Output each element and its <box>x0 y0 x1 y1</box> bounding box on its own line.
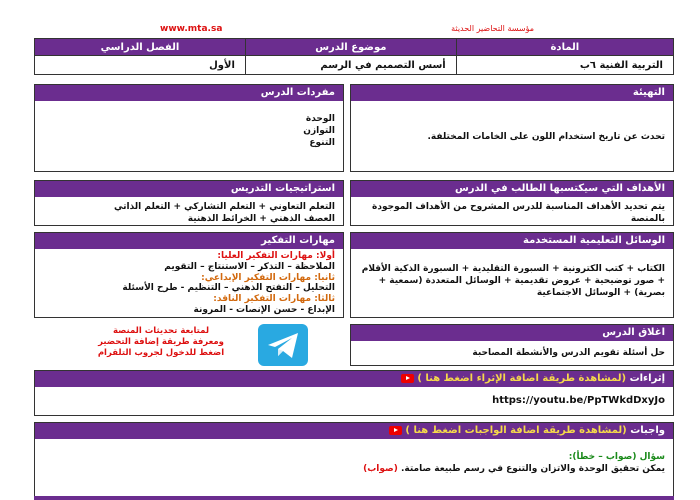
strategies-body <box>35 197 343 229</box>
question-answer: (صواب) <box>363 464 398 474</box>
closing-box <box>350 324 674 366</box>
homework-bar <box>35 423 673 439</box>
thinking-heading: أولا: مهارات التفكير العليا: <box>217 251 335 261</box>
vocab-item: التوازن <box>303 126 335 136</box>
enrichment-bar <box>35 371 673 387</box>
thinking-line: الإبداع - حسن الإنصات - المرونة <box>193 304 335 315</box>
semester-header: الفصل الدراسي <box>35 39 246 56</box>
site-url[interactable]: www.mta.sa <box>160 24 223 34</box>
thinking-heading: ثالثا: مهارات التفكير الناقد: <box>213 294 335 305</box>
lesson-info-table <box>34 38 674 75</box>
telegram-line: اضغط للدخول لجروب التلقرام <box>97 348 225 358</box>
strategies-box <box>34 180 344 226</box>
thinking-title: مهارات التفكير <box>35 233 343 249</box>
intro-text: تحدث عن تاريخ استخدام اللون على الخامات المختلفة. <box>427 132 665 142</box>
closing-text: حل أسئلة تقويم الدرس والأنشطة المصاحبة <box>472 348 665 358</box>
telegram-icon[interactable] <box>258 324 308 366</box>
strategies-line: التعلم التعاوني + التعلم التشاركي + التعلم الذاتي <box>114 202 335 212</box>
telegram-text[interactable] <box>76 326 246 359</box>
closing-title: اغلاق الدرس <box>351 325 673 341</box>
thinking-body <box>35 249 343 320</box>
enrichment-title: إثراءات <box>629 373 665 384</box>
vocab-list <box>35 101 343 153</box>
question-text: يمكن تحقيق الوحدة والاتزان والتنوع في رسم طبيعة صامتة. <box>400 464 665 474</box>
goals-title: الأهداف التي سيكتسبها الطالب في الدرس <box>351 181 673 197</box>
thinking-heading: ثانيا: مهارات التفكير الإبداعي: <box>201 272 335 283</box>
bottom-bar-edge <box>34 496 674 500</box>
thinking-line: التحليل – التفتح الذهني – التنظيم - طرح الأسئلة <box>122 283 335 294</box>
aids-box <box>350 232 674 318</box>
goals-box <box>350 180 674 226</box>
topic-header: موضوع الدرس <box>245 39 456 56</box>
vocab-item: الوحدة <box>305 114 335 124</box>
question-line <box>43 463 665 475</box>
vocab-title: مفردات الدرس <box>35 85 343 101</box>
topic-value: أسس التصميم في الرسم <box>245 56 456 75</box>
subject-value: التربية الفنية ٦ب <box>456 56 673 75</box>
goals-text: يتم تحديد الأهداف المناسبة للدرس المشروح من الأهداف الموجودة بالمنصة <box>372 202 665 224</box>
subject-header: المادة <box>456 39 673 56</box>
semester-value: الأول <box>35 56 246 75</box>
enrichment-hint[interactable]: (لمشاهدة طريقة اضافة الإثراء اضغط هنا ) <box>417 373 627 384</box>
enrichment-box <box>34 370 674 416</box>
intro-box <box>350 84 674 172</box>
thinking-box <box>34 232 344 318</box>
top-header <box>34 20 674 40</box>
telegram-line: لمتابعة تحديثات المنصة <box>112 326 210 336</box>
homework-body <box>35 439 673 479</box>
question-label: سؤال (صواب – خطأ): <box>568 452 665 462</box>
homework-title: واجبات <box>630 425 665 436</box>
vocab-box <box>34 84 344 172</box>
strategies-line: العصف الذهني + الخرائط الذهنية <box>187 214 335 224</box>
thinking-line: الملاحظة – التذكر – الاستنتاج – التقويم <box>164 261 335 272</box>
telegram-line: ومعرفة طريقة إضافة التحضير <box>98 337 224 347</box>
org-name: مؤسسة التحاضير الحديثة <box>451 24 534 33</box>
vocab-item: التنوع <box>309 138 335 148</box>
youtube-icon[interactable] <box>401 374 414 383</box>
strategies-title: استراتيجيات التدريس <box>35 181 343 197</box>
intro-title: التهيئة <box>351 85 673 101</box>
enrichment-link[interactable]: https://youtu.be/PpTWkdDxyJo <box>492 395 665 406</box>
aids-title: الوسائل التعليمية المستخدمة <box>351 233 673 249</box>
aids-text: الكتاب + كتب الكترونية + السبورة التقليدية + السبورة الذكية الأقلام + صور توضيحية + عروض تقديمية + الوسائل المتعددة (سمعية + بصرية) + الوسائل الاجتماعية <box>361 264 665 298</box>
youtube-icon[interactable] <box>389 426 402 435</box>
homework-hint[interactable]: (لمشاهدة طريقة اضافة الواجبات اضغط هنا ) <box>405 425 627 436</box>
homework-box <box>34 422 674 500</box>
